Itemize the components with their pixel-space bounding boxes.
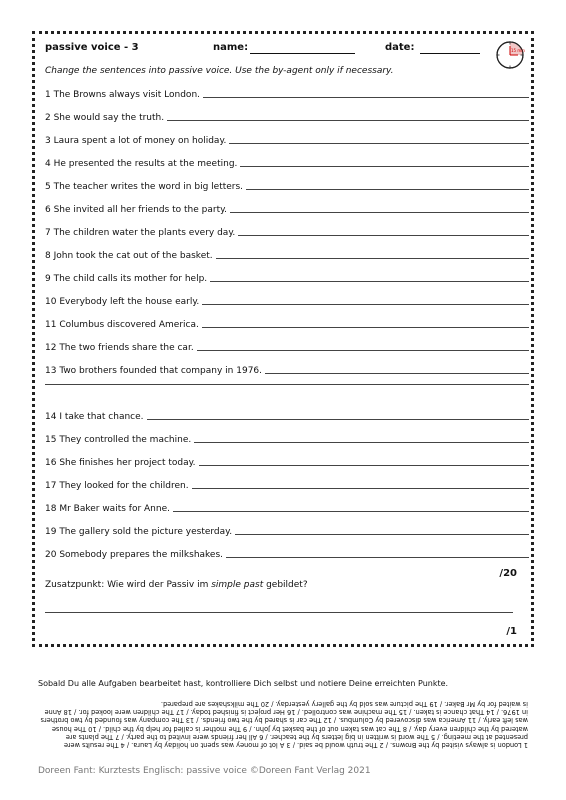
exercise-text: 8 John took the cat out of the basket. xyxy=(45,251,213,261)
score-bonus: /1 xyxy=(506,626,517,637)
exercise-item xyxy=(45,247,529,261)
exercise-text: 4 He presented the results at the meeting. xyxy=(45,159,238,169)
exercise-text: 19 The gallery sold the picture yesterday. xyxy=(45,527,233,537)
date-label: date: xyxy=(385,42,415,53)
exercise-item xyxy=(45,500,529,514)
exercise-text: 1 The Browns always visit London. xyxy=(45,90,201,100)
exercise-item xyxy=(45,408,529,422)
exercise-item xyxy=(45,316,529,330)
name-label: name: xyxy=(213,42,249,53)
answer-line[interactable] xyxy=(265,373,529,374)
answer-line[interactable] xyxy=(238,235,529,236)
exercise-item xyxy=(45,454,529,468)
exercise-text: 5 The teacher writes the word in big letters. xyxy=(45,182,244,192)
exercise-item xyxy=(45,523,529,537)
exercise-item xyxy=(45,293,529,307)
exercise-text: 9 The child calls its mother for help. xyxy=(45,274,208,284)
exercise-text: 6 She invited all her friends to the party. xyxy=(45,205,228,215)
self-check-note: Sobald Du alle Aufgaben bearbeitet hast, kontrolliere Dich selbst und notiere Deine erreichten Punkte. xyxy=(38,679,449,688)
exercise-item xyxy=(45,178,529,192)
answer-line[interactable] xyxy=(229,143,529,144)
exercise-text: 18 Mr Baker waits for Anne. xyxy=(45,504,170,514)
footer-copyright: Doreen Fant: Kurztests Englisch: passive voice ©Doreen Fant Verlag 2021 xyxy=(38,766,371,776)
score-main: /20 xyxy=(499,568,517,579)
bonus-suffix: gebildet? xyxy=(263,580,308,590)
answer-line[interactable] xyxy=(230,212,529,213)
answer-line[interactable] xyxy=(199,465,529,466)
exercise-item xyxy=(45,155,529,169)
answer-line[interactable] xyxy=(240,166,529,167)
answer-line[interactable] xyxy=(194,442,529,443)
answer-line[interactable] xyxy=(167,120,529,121)
answer-line[interactable] xyxy=(173,511,529,512)
exercise-item xyxy=(45,201,529,215)
answer-line[interactable] xyxy=(210,281,529,282)
date-field[interactable] xyxy=(420,53,480,54)
answer-line[interactable] xyxy=(202,327,529,328)
bonus-question xyxy=(45,580,308,590)
exercise-item xyxy=(45,339,529,353)
answer-line[interactable] xyxy=(192,488,529,489)
bonus-emph: simple past xyxy=(211,580,264,590)
answer-line[interactable] xyxy=(203,97,529,98)
exercise-text: 11 Columbus discovered America. xyxy=(45,320,199,330)
exercise-text: 16 She finishes her project today. xyxy=(45,458,196,468)
exercise-item xyxy=(45,546,529,560)
worksheet-header xyxy=(45,42,521,58)
exercise-text: 20 Somebody prepares the milkshakes. xyxy=(45,550,224,560)
exercise-text: 14 I take that chance. xyxy=(45,412,144,422)
instruction: Change the sentences into passive voice. Use the by-agent only if necessary. xyxy=(45,66,394,76)
exercise-item xyxy=(45,109,529,123)
answer-key-upside-down: 1 London is always visited by the Browns. / 2 The truth would be said. / 3 A lot of money was spent on holiday by Laura. / 4 The results were presented at the meeting. / 5 The word is written in big letters by the teacher. / 6 All her friends were invited to the party. / 7 The plants are watered by the children every day. / 8 The cat was taken out of the basket by John. / 9 The mother is called for help by the child. / 10 The house was left early. / 11 America was discovered by Columbus. / 12 The car is shared by the two friends. / 13 The company was founded by two brothers in 1976. / 14 That chance is taken. / 15 The machine was controlled. / 16 Her project is finished today. / 17 The children were looked for. / 18 Anne is waited for by Mr Baker. / 19 The picture was sold by the gallery yesterday. / 20 The milkshakes are prepared. xyxy=(40,700,528,750)
exercise-text: 3 Laura spent a lot of money on holiday. xyxy=(45,136,227,146)
exercise-item xyxy=(45,431,529,445)
exercise-item xyxy=(45,270,529,284)
answer-line[interactable] xyxy=(202,304,529,305)
exercise-item xyxy=(45,224,529,238)
exercise-item xyxy=(45,86,529,100)
exercise-text: 10 Everybody left the house early. xyxy=(45,297,200,307)
answer-line[interactable] xyxy=(246,189,529,190)
exercise-text: 15 They controlled the machine. xyxy=(45,435,192,445)
exercise-text: 2 She would say the truth. xyxy=(45,113,165,123)
answer-line[interactable] xyxy=(216,258,529,259)
worksheet-title: passive voice - 3 xyxy=(45,42,139,53)
bonus-answer-line[interactable] xyxy=(45,612,513,613)
worksheet-box xyxy=(32,31,534,647)
exercise-item xyxy=(45,477,529,491)
exercise-text: 13 Two brothers founded that company in 1976. xyxy=(45,366,263,376)
exercise-text: 7 The children water the plants every day. xyxy=(45,228,236,238)
answer-line[interactable] xyxy=(226,557,529,558)
answer-line[interactable] xyxy=(197,350,529,351)
timer-clock-icon xyxy=(495,40,525,70)
answer-line[interactable] xyxy=(147,419,529,420)
clock-text: 15 min xyxy=(511,48,525,53)
exercise-item xyxy=(45,362,529,376)
bonus-prefix: Zusatzpunkt: Wie wird der Passiv im xyxy=(45,580,212,590)
exercise-text: 12 The two friends share the car. xyxy=(45,343,194,353)
answer-line[interactable] xyxy=(235,534,529,535)
exercise-item xyxy=(45,132,529,146)
exercise-text: 17 They looked for the children. xyxy=(45,481,189,491)
answer-line-extra[interactable] xyxy=(45,384,529,385)
name-field[interactable] xyxy=(250,53,355,54)
